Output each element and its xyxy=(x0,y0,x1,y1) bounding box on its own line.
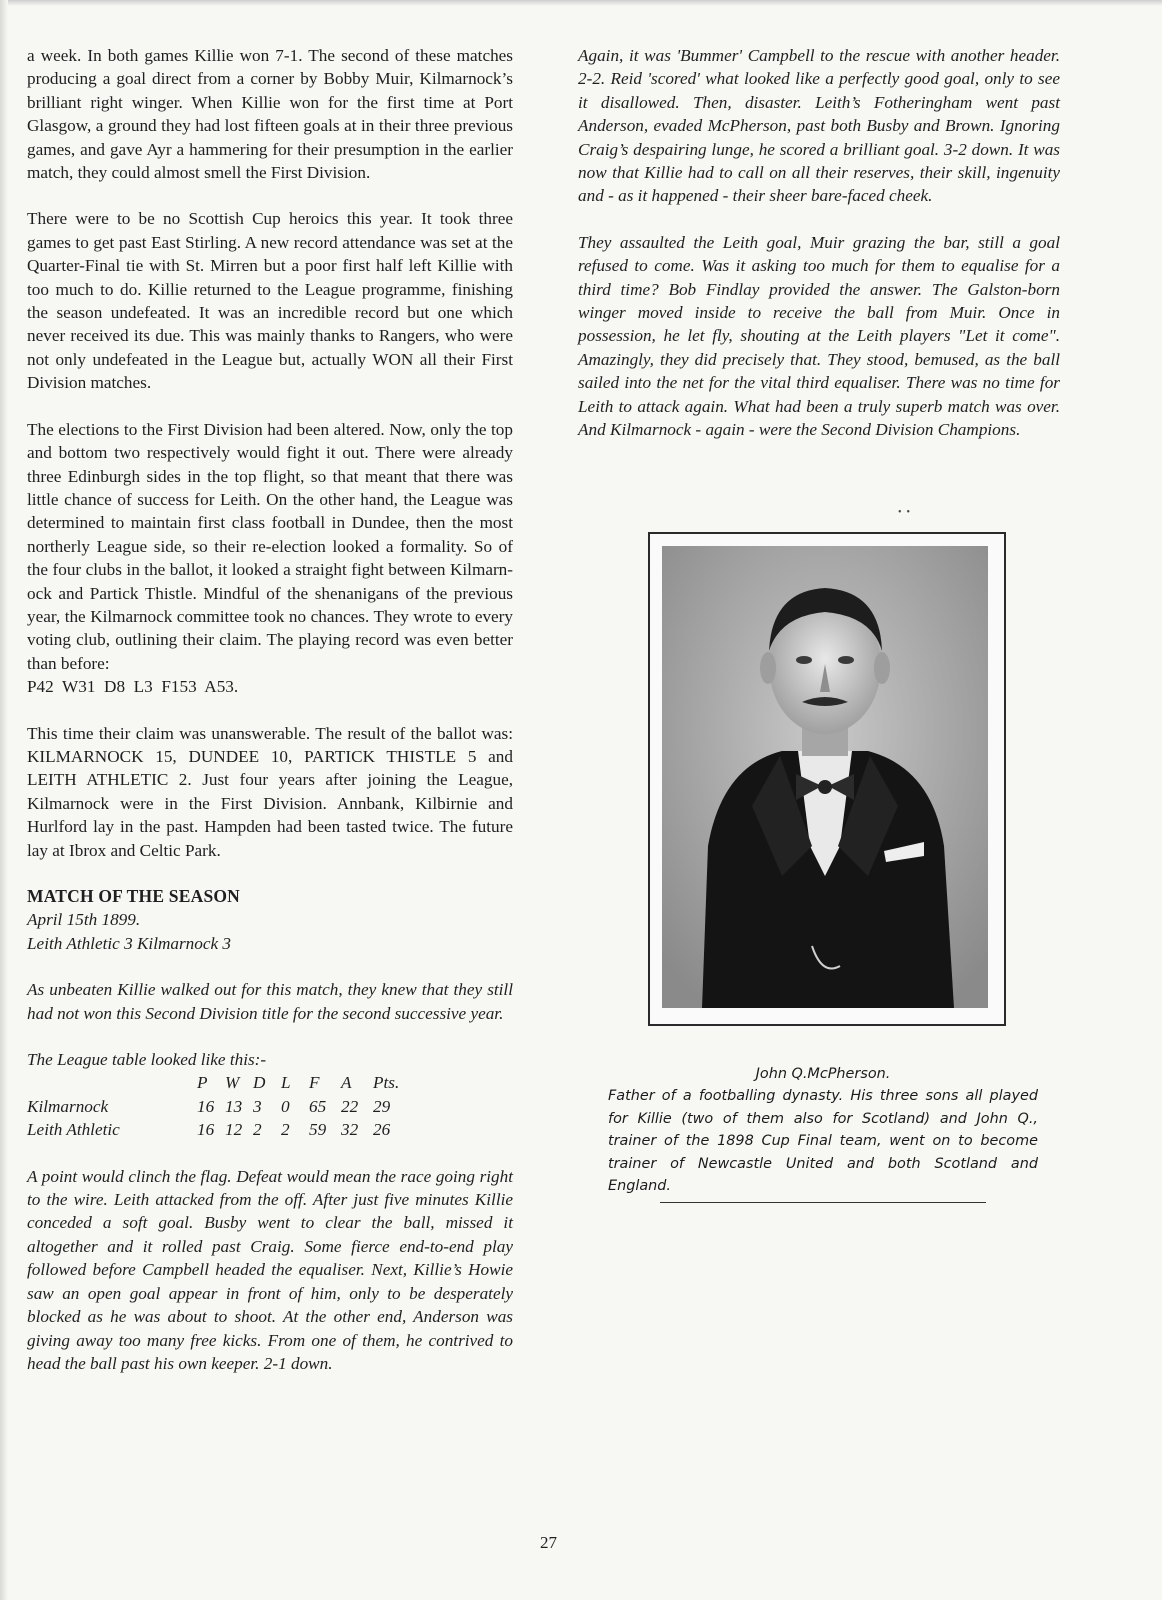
table-cell: 2 xyxy=(281,1120,290,1140)
table-row xyxy=(27,1095,401,1118)
table-cell: 29 xyxy=(373,1096,391,1116)
column-header: Pts. xyxy=(373,1073,400,1093)
table-cell: 2 xyxy=(253,1120,262,1140)
column-header: D xyxy=(253,1073,266,1093)
photo-caption xyxy=(608,1063,1038,1197)
column-header: L xyxy=(281,1073,291,1093)
playing-record: P42 W31 D8 L3 F153 A53. xyxy=(27,677,239,697)
paragraph: There were to be no Scottish Cup heroics this year. It took three games to get past East Stirling. A new record attendance was set at the Quarter-Final tie with St. Mirren but a poor first half left Killie with too much to do. Killie returned to the League programme, finishing the season undefeated. It was an incredible record but one which never received its due. This was mainly thanks to Rangers, who were not only undefeated in the League but, actually WON all their First Division matches. xyxy=(27,209,513,393)
table-cell: 26 xyxy=(373,1120,391,1140)
team-name: Kilmarnock xyxy=(27,1096,109,1116)
scan-top-edge xyxy=(0,0,1162,6)
table-cell: 12 xyxy=(225,1120,243,1140)
match-score: Leith Athletic 3 Kilmarnock 3 xyxy=(27,933,232,953)
page-number: 27 xyxy=(540,1533,557,1552)
table-cell: 59 xyxy=(309,1120,327,1140)
right-column xyxy=(578,44,1060,465)
paragraph: As unbeaten Killie walked out for this match, they knew that they still had not won this Second Division title for the second successive year. xyxy=(27,980,513,1023)
league-table xyxy=(27,1048,401,1142)
paragraph: The elections to the First Division had been altered. Now, only the top and bottom two respectively would fight it out. There were already three Edinburgh sides in the top flight, so that meant that there was little chance of success for Leith. On the other hand, the League was determined to maintain first class football in Dundee, then the most northerly League side, so their re-election looked a formality. So of the four clubs in the ballot, it looked a straight fight between Kilmarn-ock and Partick Thistle. Mindful of the shenanigans of the previous year, the Kilmarnock committee took no chances. They wrote to every voting club, outlining their claim. The playing record was even better than before: xyxy=(27,419,513,673)
scan-speck: • • xyxy=(898,507,911,518)
column-header: W xyxy=(225,1073,240,1093)
table-cell: 22 xyxy=(341,1096,359,1116)
table-cell: 16 xyxy=(197,1096,215,1116)
section-heading: MATCH OF THE SEASON xyxy=(27,886,241,906)
table-cell: 32 xyxy=(341,1120,359,1140)
column-header: F xyxy=(309,1073,320,1093)
league-table-intro: The League table looked like this:- xyxy=(27,1050,267,1070)
match-date: April 15th 1899. xyxy=(27,910,141,930)
team-name: Leith Athletic xyxy=(27,1120,120,1140)
portrait-image xyxy=(662,546,988,1008)
caption-text: Father of a footballing dynasty. His three sons all played for Killie (two of them also for Scotland) and John Q., trainer of the 1898 Cup Final team, went on to become trainer of Newcastle United and both Scotland and England. xyxy=(608,1088,1038,1195)
left-column xyxy=(27,44,513,1398)
scan-left-edge xyxy=(0,0,8,1600)
column-header: P xyxy=(197,1073,208,1093)
portrait-photo xyxy=(648,532,1006,1026)
divider xyxy=(660,1202,986,1203)
paragraph: a week. In both games Killie won 7-1. The second of these matches producing a goal direct from a corner by Bobby Muir, Kilmarnock’s brilliant right winger. When Killie won for the first time at Port Glasgow, a ground they had lost fifteen goals at in their three previous games, and gave Ayr a hammering for their presumption in the earlier match, they could almost smell the First Division. xyxy=(27,46,513,183)
table-cell: 3 xyxy=(253,1096,262,1116)
paragraph: They assaulted the Leith goal, Muir grazing the bar, still a goal refused to come. Was it asking too much for them to equalise for a third time? Bob Findlay provided the answer. The Galston-born winger moved inside to receive the ball from Muir. Once in possession, he let fly, shouting at the Leith players "Let it come". Amazingly, they did precisely that. They stood, bemused, as the ball sailed into the net for the vital third equaliser. There was no time for Leith to attack again. What had been a truly superb match was over. And Kilmarnock - again - were the Second Division Champions. xyxy=(578,232,1060,440)
table-cell: 13 xyxy=(225,1096,243,1116)
table-cell: 0 xyxy=(281,1096,290,1116)
paragraph: Again, it was 'Bummer' Campbell to the rescue with another header. 2-2. Reid 'scored' what looked like a perfectly good goal, only to see it disallowed. Then, disaster. Leith’s Fotheringham went past Anderson, evaded McPherson, past both Busby and Brown. Ignoring Craig’s despairing lunge, he scored a brilliant goal. 3-2 down. It was now that Killie had to call on all their reserves, their skill, ingenuity and - as it happened - their sheer bare-faced cheek. xyxy=(578,46,1060,206)
table-header-row xyxy=(27,1071,401,1094)
table-row xyxy=(27,1118,401,1141)
table-cell: 16 xyxy=(197,1120,215,1140)
paragraph: A point would clinch the flag. Defeat would mean the race going right to the wire. Leith attacked from the off. After just five minutes Killie conceded a soft goal. Busby went to clear the ball, missed it altogether and it rolled past Craig. Some fierce end-to-end play followed before Campbell headed the equaliser. Next, Killie’s Howie saw an open goal appear in front of him, only to be desperately blocked as he was about to shoot. At the other end, Anderson was giving away too many free kicks. From one of them, he contrived to head the ball past his own keeper. 2-1 down. xyxy=(27,1166,513,1373)
column-header: A xyxy=(341,1073,352,1093)
paragraph: This time their claim was unanswerable. The result of the ballot was: KILMARNOCK 15, DUNDEE 10, PARTICK THISTLE 5 and LEITH ATHLETIC 2. Just four years after joining the League, Kilmarnock were in the First Division. Annbank, Kilbirnie and Hurlford lay in the past. Hampden had been tasted twice. The future lay at Ibrox and Celtic Park. xyxy=(27,723,513,860)
caption-name: John Q.McPherson. xyxy=(755,1066,891,1082)
table-cell: 65 xyxy=(309,1096,327,1116)
